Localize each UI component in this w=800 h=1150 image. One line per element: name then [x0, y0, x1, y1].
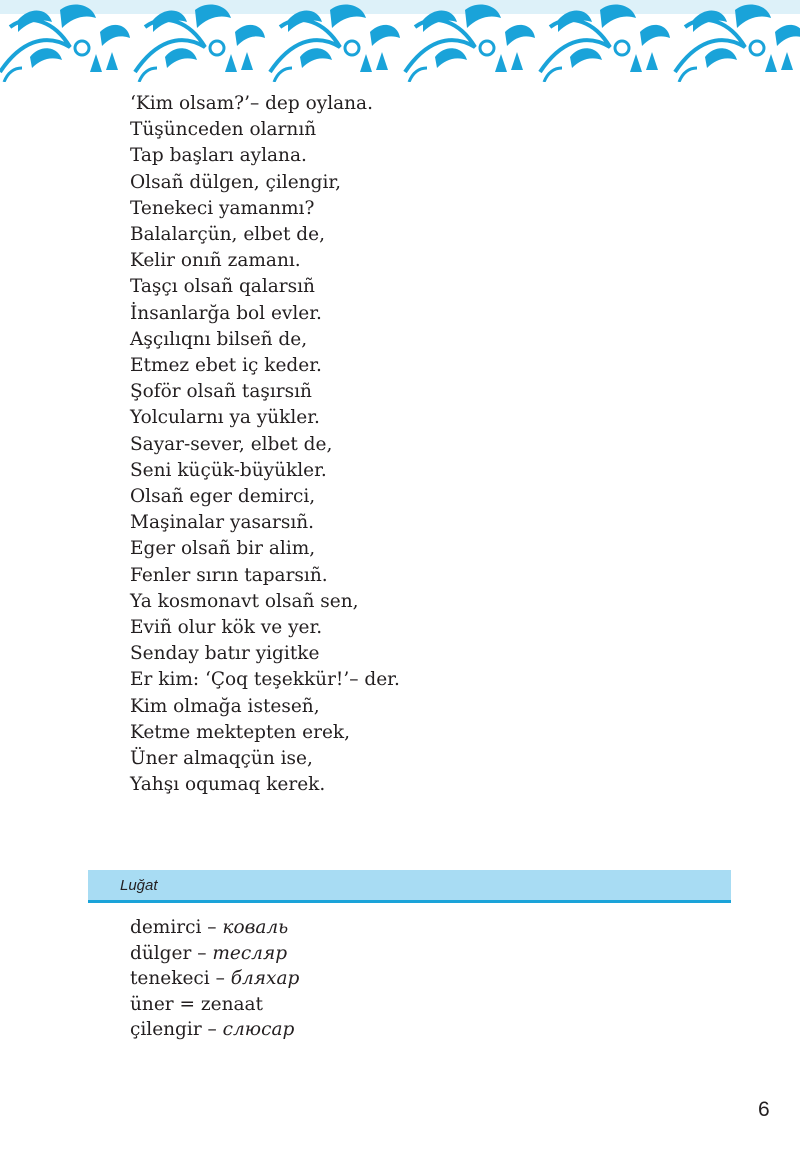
vocabulary-list [130, 915, 299, 1043]
poem-line: Tap başları aylana. [130, 145, 307, 167]
vocabulary-entry [130, 1017, 299, 1043]
poem-line: Tüşünceden olarnıñ [130, 119, 317, 141]
vocabulary-word: tenekeci – [130, 968, 231, 989]
poem-line: ‘Kim olsam?’– dep oylana. [130, 93, 373, 114]
poem-line: Sayar-sever, elbet de, [130, 433, 333, 455]
poem-line: Kim olmağa isteseñ, [130, 695, 320, 717]
poem-line: Etmez ebet iç keder. [130, 355, 322, 377]
poem-line: Olsañ dülgen, çilengir, [130, 171, 342, 193]
poem-line: Maşinalar yasarsıñ. [130, 512, 315, 534]
poem-line: Eviñ olur kök ve yer. [130, 617, 323, 639]
vocabulary-translation: тесляр [212, 942, 288, 964]
poem [130, 91, 400, 798]
vocabulary-entry [130, 992, 299, 1018]
vocabulary-entry [130, 915, 299, 941]
poem-line: Senday batır yigitke [130, 643, 320, 665]
poem-line: Ketme mektepten erek, [130, 721, 351, 743]
floral-border-ornament [0, 0, 800, 82]
poem-line: Yahşı oqumaq kerek. [130, 774, 326, 796]
vocabulary-word: çilengir – [130, 1019, 223, 1040]
page-number: 6 [758, 1098, 770, 1121]
poem-line: Er kim: ‘Çoq teşekkür!’– der. [130, 669, 400, 691]
vocabulary-entry [130, 941, 299, 967]
vocabulary-word: dülger – [130, 942, 213, 964]
vocabulary-entry [130, 966, 299, 992]
poem-line: Seni küçük-büyükler. [130, 459, 327, 481]
poem-line: Üner almaqçün ise, [130, 748, 313, 770]
poem-line: Şoför olsañ taşırsıñ [130, 381, 312, 403]
poem-line: Kelir onıñ zamanı. [130, 250, 301, 272]
poem-line: Tenekeci yamanmı? [130, 197, 315, 219]
vocabulary-header-bar [88, 870, 731, 903]
vocabulary-title: Luğat [120, 877, 158, 894]
poem-line: Ya kosmonavt olsañ sen, [130, 590, 359, 612]
poem-line: Eger olsañ bir alim, [130, 538, 316, 560]
poem-line: Yolcularnı ya yükler. [130, 407, 320, 429]
poem-line: Balalarçün, elbet de, [130, 224, 325, 246]
vocabulary-translation: коваль [222, 917, 289, 938]
poem-line: Olsañ eger demirci, [130, 486, 316, 508]
vocabulary-translation: слюсар [222, 1019, 295, 1040]
vocabulary-word: üner = zenaat [130, 993, 263, 1015]
poem-line: Aşçılıqnı bilseñ de, [130, 328, 308, 350]
vocabulary-translation: бляхар [230, 968, 300, 989]
poem-line: Taşçı olsañ qalarsıñ [130, 276, 315, 298]
poem-line: İnsanlarğa bol evler. [130, 302, 322, 324]
vocabulary-word: demirci – [130, 917, 223, 938]
poem-line: Fenler sırın taparsıñ. [130, 564, 328, 586]
